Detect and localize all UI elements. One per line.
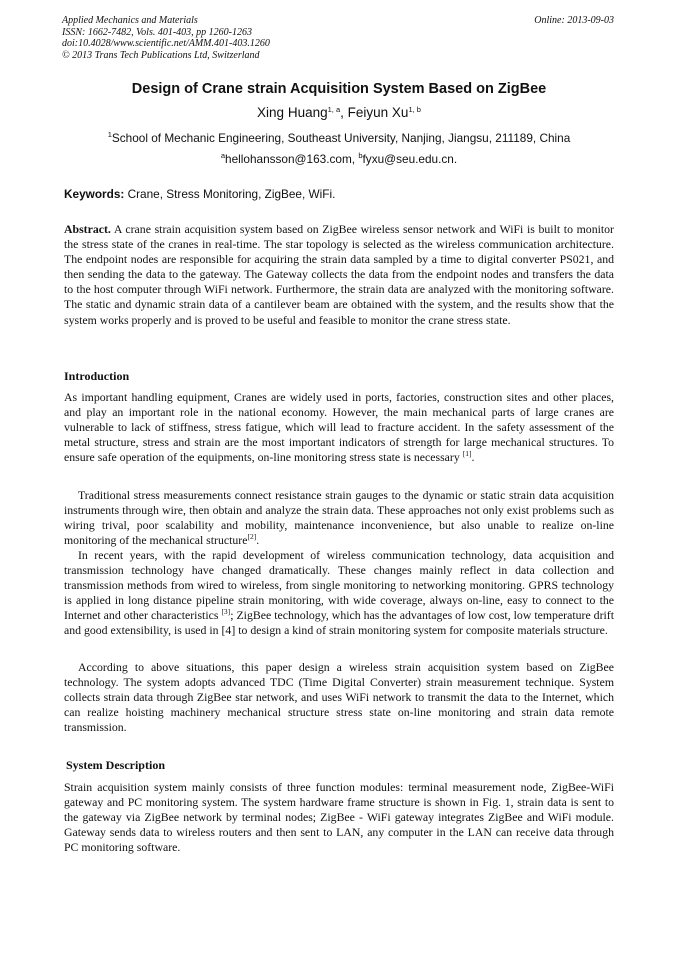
paragraph <box>64 548 614 639</box>
copyright-line: © 2013 Trans Tech Publications Ltd, Switzerland <box>62 49 260 61</box>
paragraph-text: . <box>256 533 260 548</box>
paragraph <box>64 390 614 465</box>
paragraph-text: In recent years, with the rapid development of wireless communication technology, data acquisition and transmission technology have changed dramatically. These changes mainly reflect in data collection and transmission methods from wired to wireless, from single monitoring to networking monitoring. GPRS technology is applied in long distance pipeline strain monitoring, with wide coverage, always on-line, easy to connect to the Internet and other characteristics <box>64 548 614 623</box>
doi-line: doi:10.4028/www.scientific.net/AMM.401-403.1260 <box>62 38 270 49</box>
paper-title: Design of Crane strain Acquisition System Based on ZigBee <box>131 81 547 97</box>
section-heading-system-description: System Description <box>66 758 165 772</box>
keywords <box>64 187 616 201</box>
email-superscript: a <box>220 151 226 160</box>
author-superscript: 1, a <box>327 105 341 114</box>
paragraph: According to above situations, this paper design a wireless strain acquisition system based on ZigBee technology. The system adopts advanced TDC (Time Digital Converter) strain measurement technique. System collects strain data through ZigBee star network, and uses WiFi network to transmit the data to the Internet, which can realize hoisting machinery mechanical structure stress state on-line monitoring and strain data remote transmission. <box>64 660 614 735</box>
citation-ref[interactable]: [2] <box>247 532 257 542</box>
email-link[interactable]: hellohansson@163.com <box>225 152 352 166</box>
paragraph-text: As important handling equipment, Cranes are widely used in ports, factories, construction sites and other places, and play an important role in the national economy. However, the main mechanical parts of large cranes are vulnerable to lack of stiffness, stress fatigue, which will lead to fracture accident. In the safety assessment of the metal structure, stress and strain are the most important indicators of strength for large mechanical structures. To ensure safe operation of the equipments, on-line monitoring stress state is necessary <box>64 390 614 465</box>
affiliation <box>30 131 648 145</box>
abstract-label: Abstract. <box>64 222 111 236</box>
section-heading-introduction: Introduction <box>64 369 130 383</box>
email-link[interactable]: fyxu@seu.edu.cn. <box>362 152 458 166</box>
affiliation-text: School of Mechanic Engineering, Southeast University, Nanjing, Jiangsu, 211189, China <box>111 131 571 145</box>
email-superscript: b <box>358 151 363 160</box>
citation-ref[interactable]: [3] <box>221 607 231 617</box>
author-line <box>40 105 638 120</box>
abstract-text: A crane strain acquisition system based on ZigBee wireless sensor network and WiFi is built to monitor the stress state of the cranes in real-time. The star topology is selected as the wireless communication architecture. The endpoint nodes are responsible for acquiring the strain data sampled by a time to digital converter PS021, and then sending the data to the gateway. The Gateway collects the data from the endpoint nodes and transfers the data to the host computer through WiFi network. Furthermore, the strain data are analyzed with the monitoring software. The static and dynamic strain data of a cantilever beam are obtained with the system, and the results show that the system works properly and is proved to be useful and feasible to monitor the crane stress state. <box>64 222 614 327</box>
keywords-label: Keywords: <box>64 187 125 201</box>
journal-name: Applied Mechanics and Materials <box>62 15 198 26</box>
author-name: Feiyun Xu <box>347 105 409 120</box>
paragraph-text: Traditional stress measurements connect resistance strain gauges to the dynamic or static strain data acquisition instruments through wire, then obtain and analyze the strain data. These approaches not only exist problems such as wiring trival, poor scalability and mobility, maintenance inconvenience, but also unable to realize on-line monitoring of the mechanical structure <box>64 488 614 548</box>
keywords-text: Crane, Stress Monitoring, ZigBee, WiFi. <box>124 187 336 201</box>
paragraph: Strain acquisition system mainly consists of three function modules: terminal measurement node, ZigBee-WiFi gateway and PC monitoring system. The system hardware frame structure is shown in Fig. 1, strain data is sent to the gateway via ZigBee network by terminal nodes; ZigBee - WiFi gateway integrates ZigBee and WiFi module. Gateway sends data to wireless routers and then sent to LAN, any computer in the LAN can receive data through PC monitoring software. <box>64 780 614 855</box>
email-separator: , <box>351 152 359 166</box>
author-superscript: 1, b <box>408 105 421 114</box>
paragraph-text: . <box>471 450 475 465</box>
journal-header <box>62 15 482 61</box>
author-name: Xing Huang <box>257 105 328 120</box>
abstract <box>64 222 614 328</box>
paragraph-text: ; ZigBee technology, which has the advantages of low cost, low temperature drift and good extensibility, is used in [4] to design a kind of strain monitoring system for composite materials structure. <box>64 608 614 638</box>
citation-ref[interactable]: [1] <box>462 449 472 459</box>
affiliation-superscript: 1 <box>107 130 112 139</box>
online-date: Online: 2013-09-03 <box>534 15 614 26</box>
author-separator: , <box>340 105 348 120</box>
paragraph <box>64 488 614 548</box>
email-line <box>40 152 638 166</box>
issn-line: ISSN: 1662-7482, Vols. 401-403, pp 1260-1263 <box>62 26 252 38</box>
